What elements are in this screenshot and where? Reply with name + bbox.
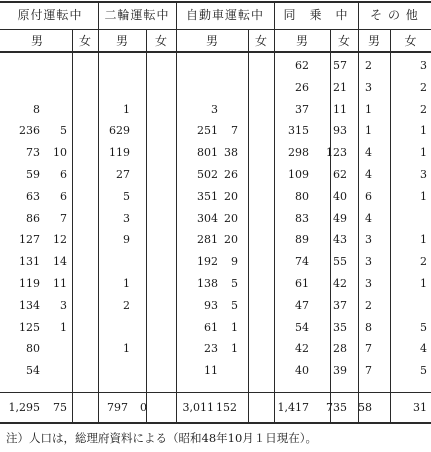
table-cell: 28 (333, 342, 347, 356)
table-cell: 131 (19, 255, 40, 269)
table-cell: 26 (224, 168, 238, 181)
table-cell: 61 (295, 277, 309, 290)
rule-sex-divider-1 (146, 30, 147, 422)
table-cell: 1 (420, 124, 427, 138)
table-cell: 6 (60, 168, 67, 181)
table-cell: 9 (123, 233, 130, 247)
table-cell: 502 (197, 168, 218, 181)
table-cell: 11 (53, 277, 67, 290)
table-cell: 2 (123, 298, 130, 312)
table-cell: 80 (26, 342, 40, 356)
table-cell: 298 (288, 146, 309, 160)
table-cell: 3 (420, 168, 427, 181)
table-cell: 59 (26, 168, 40, 181)
total-cell: 735 (326, 401, 347, 414)
table-cell: 1 (60, 320, 67, 334)
table-cell: 62 (333, 168, 347, 181)
total-cell: 152 (216, 401, 237, 414)
rule-header-bottom (0, 51, 431, 53)
table-cell: 12 (53, 233, 67, 247)
table-cell: 49 (333, 211, 347, 225)
table-cell: 5 (60, 124, 67, 138)
table-cell: 4 (420, 342, 427, 356)
table-cell: 27 (116, 168, 130, 181)
rule-bottom (0, 422, 431, 424)
column-header: 男 (295, 34, 308, 48)
table-cell: 127 (19, 233, 40, 247)
rule-group-divider-0 (98, 1, 99, 422)
table-cell: 3 (365, 233, 372, 247)
table-cell: 236 (19, 124, 40, 138)
table-cell: 123 (326, 146, 347, 160)
footnote: 注）人口は，総理府資料による（昭和48年10月１日現在）。 (6, 431, 318, 445)
table-cell: 11 (204, 364, 218, 378)
table-cell: 10 (53, 146, 67, 160)
table-cell: 1 (420, 189, 427, 203)
rule-sex-divider-0 (72, 30, 73, 422)
table-cell: 3 (365, 277, 372, 290)
table-cell: 61 (204, 320, 218, 334)
group-header: 二輪運転中 (104, 8, 170, 22)
table-cell: 1 (365, 124, 372, 138)
table-cell: 351 (197, 189, 218, 203)
table-cell: 6 (60, 189, 67, 203)
table-cell: 2 (365, 59, 372, 72)
table-cell: 37 (333, 298, 347, 312)
table-cell: 7 (365, 364, 372, 378)
table-cell: 40 (295, 364, 309, 378)
table-cell: 54 (26, 364, 40, 378)
group-header: 自動車運転中 (185, 8, 264, 22)
table-cell: 1 (231, 320, 238, 334)
table-cell: 63 (26, 189, 40, 203)
table-cell: 3 (123, 211, 130, 225)
table-cell: 315 (288, 124, 309, 138)
table-cell: 3 (420, 59, 427, 72)
table-cell: 4 (365, 146, 372, 160)
total-cell: 0 (140, 401, 147, 414)
table-cell: 2 (420, 80, 427, 94)
table-cell: 47 (295, 298, 309, 312)
table-cell: 3 (60, 298, 67, 312)
table-cell: 1 (420, 277, 427, 290)
total-cell: 58 (358, 401, 372, 414)
table-cell: 1 (123, 342, 130, 356)
table-cell: 1 (123, 277, 130, 290)
table-cell: 3 (365, 80, 372, 94)
table-cell: 192 (197, 255, 218, 269)
table-cell: 5 (420, 364, 427, 378)
table-cell: 57 (333, 59, 347, 72)
table-cell: 1 (231, 342, 238, 356)
table-cell: 3 (211, 102, 218, 116)
rule-group-divider-1 (176, 1, 177, 422)
column-header: 女 (404, 34, 417, 48)
table-cell: 9 (231, 255, 238, 269)
table-cell: 629 (109, 124, 130, 138)
table-cell: 42 (295, 342, 309, 356)
table-cell: 38 (224, 146, 238, 160)
table-cell: 1 (420, 233, 427, 247)
table-cell: 251 (197, 124, 218, 138)
table-cell: 86 (26, 211, 40, 225)
table-cell: 119 (109, 146, 130, 160)
table-cell: 14 (53, 255, 67, 269)
table-cell: 80 (295, 189, 309, 203)
table-cell: 40 (333, 189, 347, 203)
total-cell: 1,295 (8, 401, 40, 414)
table-cell: 5 (231, 277, 238, 290)
table-cell: 43 (333, 233, 347, 247)
table-cell: 39 (333, 364, 347, 378)
table-cell: 2 (420, 102, 427, 116)
table-cell: 6 (365, 189, 372, 203)
rule-top (0, 1, 431, 3)
rule-total (0, 392, 431, 393)
total-cell: 31 (413, 401, 427, 414)
table-cell: 5 (123, 189, 130, 203)
table-cell: 8 (33, 102, 40, 116)
table-cell: 7 (231, 124, 238, 138)
table-cell: 4 (365, 168, 372, 181)
table-cell: 93 (204, 298, 218, 312)
table-cell: 73 (26, 146, 40, 160)
column-header: 女 (78, 34, 91, 48)
table-cell: 1 (123, 102, 130, 116)
table-cell: 2 (420, 255, 427, 269)
table-cell: 20 (224, 189, 238, 203)
column-header: 女 (337, 34, 350, 48)
table-cell: 8 (365, 320, 372, 334)
column-header: 男 (205, 34, 218, 48)
table-cell: 35 (333, 320, 347, 334)
table-cell: 125 (19, 320, 40, 334)
table-cell: 89 (295, 233, 309, 247)
table-cell: 83 (295, 211, 309, 225)
rule-group (0, 29, 431, 30)
table-cell: 304 (197, 211, 218, 225)
total-cell: 75 (53, 401, 67, 414)
table-cell: 42 (333, 277, 347, 290)
total-cell: 3,011 (182, 401, 214, 414)
table-cell: 54 (295, 320, 309, 334)
table-cell: 37 (295, 102, 309, 116)
table-cell: 93 (333, 124, 347, 138)
table-cell: 20 (224, 211, 238, 225)
table-cell: 281 (197, 233, 218, 247)
table-cell: 5 (420, 320, 427, 334)
table-cell: 1 (365, 102, 372, 116)
table-cell: 3 (365, 255, 372, 269)
column-header: 女 (154, 34, 167, 48)
table-cell: 26 (295, 80, 309, 94)
table-cell: 55 (333, 255, 347, 269)
column-header: 男 (30, 34, 43, 48)
total-cell: 1,417 (277, 401, 309, 414)
table-cell: 138 (197, 277, 218, 290)
group-header: 原付運転中 (17, 8, 83, 22)
table-cell: 801 (197, 146, 218, 160)
table-cell: 4 (365, 211, 372, 225)
table-cell: 23 (204, 342, 218, 356)
column-header: 女 (254, 34, 267, 48)
total-cell: 797 (107, 401, 128, 414)
group-header: そ の 他 (370, 8, 419, 22)
table-cell: 62 (295, 59, 309, 72)
group-header: 同 乗 中 (283, 8, 349, 22)
table-cell: 7 (365, 342, 372, 356)
rule-sex-divider-2 (248, 30, 249, 422)
table-cell: 134 (19, 298, 40, 312)
table-cell: 5 (231, 298, 238, 312)
table-cell: 11 (333, 102, 347, 116)
column-header: 男 (367, 34, 380, 48)
table-cell: 1 (420, 146, 427, 160)
table-cell: 109 (288, 168, 309, 181)
table-cell: 2 (365, 298, 372, 312)
table-cell: 7 (60, 211, 67, 225)
table-cell: 21 (333, 80, 347, 94)
table-cell: 119 (19, 277, 40, 290)
column-header: 男 (115, 34, 128, 48)
table-cell: 74 (295, 255, 309, 269)
table-cell: 20 (224, 233, 238, 247)
